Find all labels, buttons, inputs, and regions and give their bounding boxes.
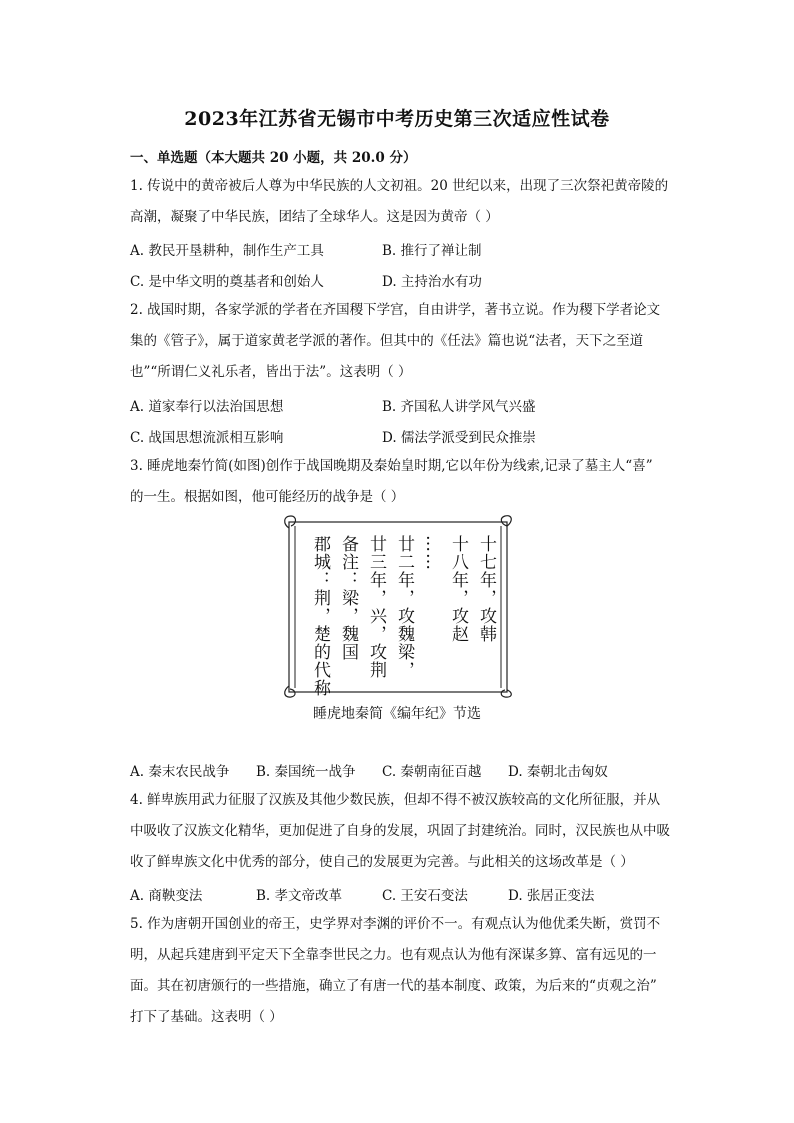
q1-line-2: 高潮，凝聚了中华民族，团结了全球华人。这是因为黄帝（ ） xyxy=(130,209,499,225)
q4-option-b: B. 孝文帝改革 xyxy=(256,888,343,904)
q3-line-2: 的一生。根据如图，他可能经历的战争是（ ） xyxy=(130,489,405,505)
scroll-column-3: …… xyxy=(422,535,442,571)
q3-option-d: D. 秦朝北击匈奴 xyxy=(508,764,608,780)
q5-line-2: 明，从起兵建唐到平定天下全靠李世民之力。也有观点认为他有深谋多算、富有远见的一 xyxy=(130,947,657,963)
q2-line-2: 集的《管子》，属于道家黄老学派的著作。但其中的《任法》篇也说“法者，天下之至道 xyxy=(130,333,644,349)
scroll-column-5: 廿三年，兴，攻荆 xyxy=(366,535,386,679)
q4-option-c: C. 王安石变法 xyxy=(382,888,468,904)
scroll-column-4: 廿二年，攻魏梁， xyxy=(394,535,414,679)
q5-line-4: 打下了基础。这表明（ ） xyxy=(130,1009,283,1025)
q1-option-b: B. 推行了禅让制 xyxy=(382,243,482,259)
q3-option-b: B. 秦国统一战争 xyxy=(256,764,356,780)
q2-option-b: B. 齐国私人讲学风气兴盛 xyxy=(382,399,536,415)
q4-line-3: 收了鲜卑族文化中优秀的部分，使自己的发展更为完善。与此相关的这场改革是（ ） xyxy=(130,854,634,870)
q1-line-1: 1. 传说中的黄帝被后人尊为中华民族的人文初祖。20 世纪以来，出现了三次祭祀黄帝陵的 xyxy=(130,178,669,194)
scroll-column-6: 备注：梁，魏国 xyxy=(338,535,358,661)
q4-option-d: D. 张居正变法 xyxy=(508,888,595,904)
scroll-column-1: 十七年，攻韩 xyxy=(476,535,496,643)
q2-option-d: D. 儒法学派受到民众推崇 xyxy=(382,430,536,446)
scroll-column-2: 十八年，攻赵 xyxy=(448,535,468,643)
q2-option-a: A. 道家奉行以法治国思想 xyxy=(130,399,284,415)
page-title: 2023年江苏省无锡市中考历史第三次适应性试卷 xyxy=(184,108,610,130)
q1-option-d: D. 主持治水有功 xyxy=(382,274,482,290)
q3-option-a: A. 秦末农民战争 xyxy=(130,764,230,780)
q4-line-2: 中吸收了汉族文化精华，更加促进了自身的发展，巩固了封建统治。同时，汉民族也从中吸 xyxy=(130,823,670,839)
q5-line-3: 面。其在初唐颁行的一些措施，确立了有唐一代的基本制度、政策，为后来的“贞观之治” xyxy=(130,978,657,994)
figure-caption: 睡虎地秦简《编年纪》节选 xyxy=(313,706,481,722)
q2-option-c: C. 战国思想流派相互影响 xyxy=(130,430,284,446)
q1-option-a: A. 教民开垦耕种，制作生产工具 xyxy=(130,243,324,259)
q4-option-a: A. 商鞅变法 xyxy=(130,888,203,904)
q4-line-1: 4. 鲜卑族用武力征服了汉族及其他少数民族，但却不得不被汉族较高的文化所征服，并从 xyxy=(130,792,661,808)
q1-option-c: C. 是中华文明的奠基者和创始人 xyxy=(130,274,324,290)
section-heading: 一、单选题（本大题共 20 小题，共 20.0 分） xyxy=(130,150,417,166)
q3-option-c: C. 秦朝南征百越 xyxy=(382,764,482,780)
scroll-column-7: 郡城：荆，楚的代称 xyxy=(310,535,330,697)
q5-line-1: 5. 作为唐朝开国创业的帝王，史学界对李渊的评价不一。有观点认为他优柔失断，赏罚不 xyxy=(130,916,661,932)
q2-line-1: 2. 战国时期，各家学派的学者在齐国稷下学宫，自由讲学，著书立说。作为稷下学者论文 xyxy=(130,302,661,318)
q2-line-3: 也”“所谓仁义礼乐者，皆出于法”。这表明（ ） xyxy=(130,364,412,380)
q3-line-1: 3. 睡虎地秦竹简(如图)创作于战国晚期及秦始皇时期,它以年份为线索,记录了墓主人“喜” xyxy=(130,458,653,474)
